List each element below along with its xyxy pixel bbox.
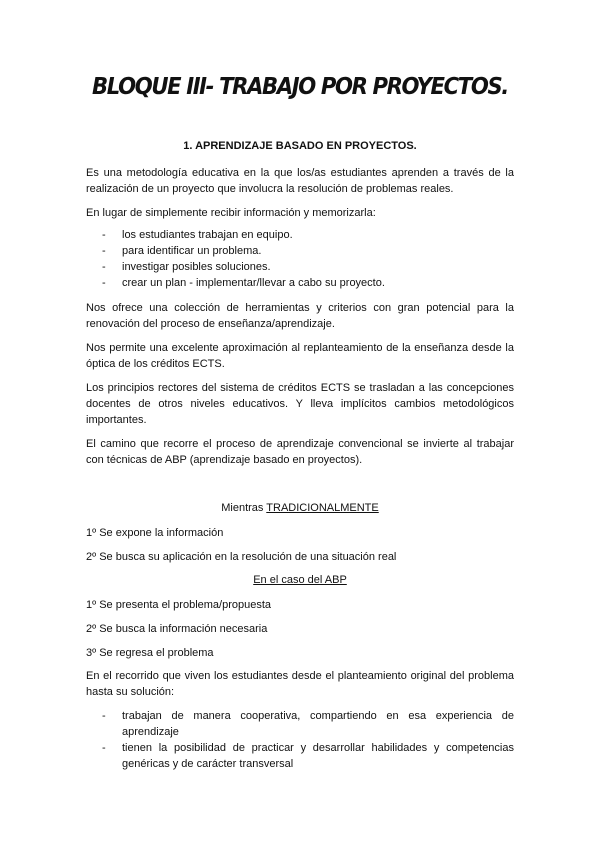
paragraph-journey: En el recorrido que viven los estudiantes desde el planteamiento original del problema hasta su solución: [86, 670, 514, 698]
traditional-step-2: 2º Se busca su aplicación en la resolución de una situación real [86, 551, 397, 563]
list-item: - para identificar un problema. [102, 245, 262, 257]
paragraph-process: El camino que recorre el proceso de aprendizaje convencional se invierte al trabajar con técnicas de ABP (aprendizaje basado en proyectos). [86, 438, 514, 466]
traditional-step-1: 1º Se expone la información [86, 527, 224, 539]
list-item: - tienen la posibilidad de practicar y desarrollar habilidades y competencias genéricas y de carácter transversal [102, 742, 514, 770]
list-item: - los estudiantes trabajan en equipo. [102, 229, 293, 241]
dash-marker: - [102, 245, 106, 257]
dash-marker: - [102, 277, 106, 289]
paragraph-definition: Es una metodología educativa en la que los/as estudiantes aprenden a través de la realización de un proyecto que involucra la resolución de problemas reales. [86, 167, 514, 195]
bullet-list-1 [102, 227, 514, 291]
paragraph-tools: Nos ofrece una colección de herramientas y criterios con gran potencial para la renovación del proceso de enseñanza/aprendizaje. [86, 302, 514, 330]
list-item: - trabajan de manera cooperativa, compartiendo en esa experiencia de aprendizaje [102, 710, 514, 738]
abp-step-2: 2º Se busca la información necesaria [86, 623, 268, 635]
list-item: - investigar posibles soluciones. [102, 261, 271, 273]
dash-marker: - [102, 261, 106, 273]
page-title: BLOQUE III- TRABAJO POR PROYECTOS. [92, 74, 508, 100]
bullet-list-2 [102, 708, 514, 772]
paragraph-ects: Nos permite una excelente aproximación al replanteamiento de la enseñanza desde la óptica de los créditos ECTS. [86, 342, 514, 370]
traditional-heading: Mientras TRADICIONALMENTE [221, 502, 379, 514]
abp-heading: En el caso del ABP [253, 574, 347, 586]
dash-marker: - [102, 742, 106, 754]
abp-step-3: 3º Se regresa el problema [86, 647, 214, 659]
abp-step-1: 1º Se presenta el problema/propuesta [86, 599, 272, 611]
dash-marker: - [102, 229, 106, 241]
list-item: - crear un plan - implementar/llevar a cabo su proyecto. [102, 277, 385, 289]
paragraph-intro-list: En lugar de simplemente recibir información y memorizarla: [86, 207, 376, 219]
paragraph-principles: Los principios rectores del sistema de créditos ECTS se trasladan a las concepciones docentes de otros niveles educativos. Y lleva implícitos cambios metodológicos importantes. [86, 382, 514, 426]
dash-marker: - [102, 710, 106, 722]
section-heading: 1. APRENDIZAJE BASADO EN PROYECTOS. [183, 140, 417, 152]
